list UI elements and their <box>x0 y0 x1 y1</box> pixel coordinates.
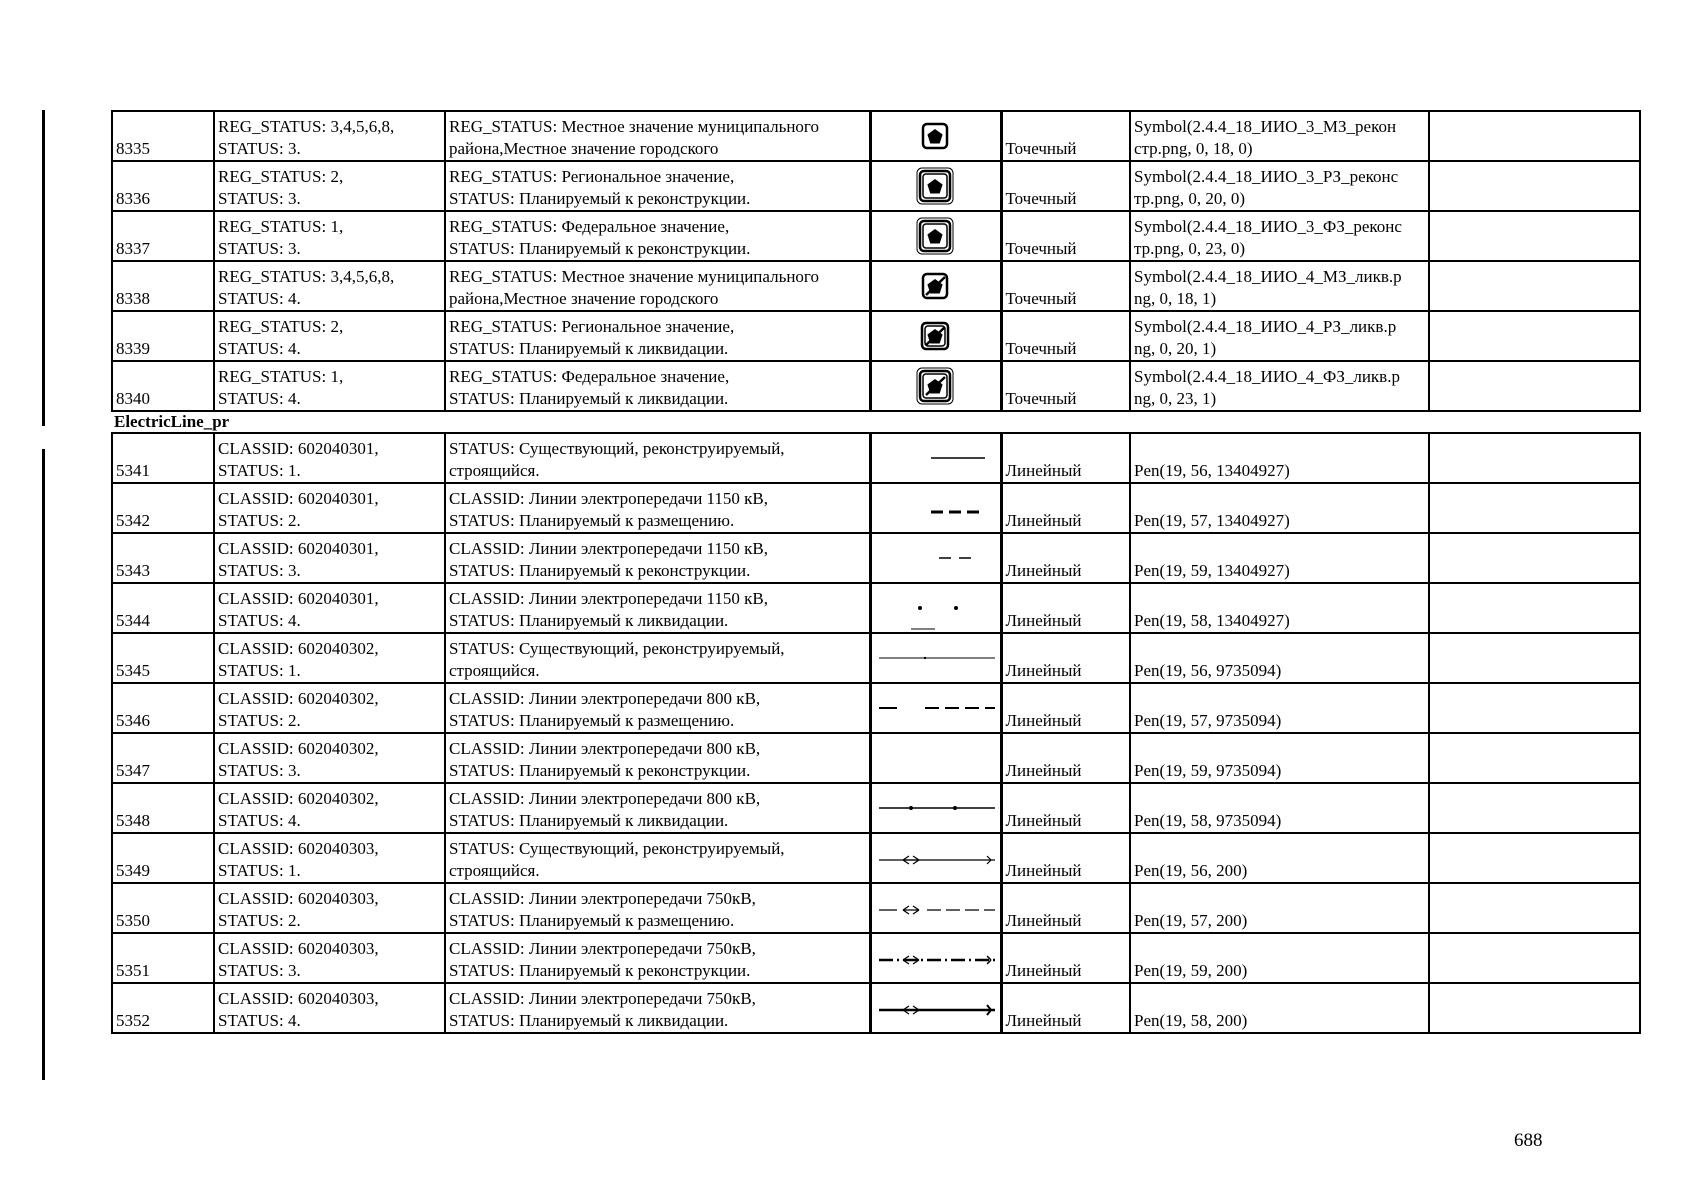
left-margin-bar <box>42 449 45 1080</box>
filter-cell-line: CLASSID: 602040302, <box>218 639 379 658</box>
row-id: 5344 <box>112 583 214 633</box>
filter-cell-line: STATUS: 2. <box>218 511 301 530</box>
description-cell-line: CLASSID: Линии электропередачи 800 кВ, <box>449 739 761 758</box>
style-cell-line: Symbol(2.4.4_18_ИИО_4_РЗ_ликв.p <box>1134 317 1397 336</box>
filter-cell-line: STATUS: 3. <box>218 189 301 208</box>
geometry-type: Линейный <box>1001 583 1130 633</box>
empty-cell <box>1429 533 1640 583</box>
style-cell-line: Symbol(2.4.4_18_ИИО_3_РЗ_реконс <box>1134 167 1399 186</box>
geometry-type: Линейный <box>1001 483 1130 533</box>
symbol-cell <box>870 483 1001 533</box>
geometry-type: Линейный <box>1001 683 1130 733</box>
row-id: 5348 <box>112 783 214 833</box>
style-cell-line: тр.png, 0, 23, 0) <box>1134 239 1246 258</box>
symbol-cell <box>870 261 1001 311</box>
pentagon-in-double-square-icon <box>873 164 998 208</box>
symbol-cell <box>870 783 1001 833</box>
table-row <box>112 261 1640 311</box>
style-cell <box>1130 883 1429 933</box>
description-cell <box>445 483 870 533</box>
filter-cell-line: REG_STATUS: 1, <box>218 217 344 236</box>
filter-cell-line: REG_STATUS: 2, <box>218 167 344 186</box>
description-cell-line: района,Местное значение городского <box>449 289 719 308</box>
filter-cell <box>214 311 445 361</box>
style-cell <box>1130 361 1429 411</box>
filter-cell-line: STATUS: 3. <box>218 239 301 258</box>
description-cell-line: REG_STATUS: Федеральное значение, <box>449 217 730 236</box>
empty-cell <box>1429 161 1640 211</box>
empty-cell <box>1429 433 1640 483</box>
filter-cell <box>214 533 445 583</box>
solid-line-short-icon <box>873 436 998 480</box>
geometry-type: Линейный <box>1001 883 1130 933</box>
geometry-type: Точечный <box>1001 161 1130 211</box>
geometry-type: Точечный <box>1001 311 1130 361</box>
filter-cell-line: CLASSID: 602040301, <box>218 589 379 608</box>
empty-cell <box>1429 933 1640 983</box>
description-cell <box>445 733 870 783</box>
bold-line-with-arrows-icon <box>873 986 998 1030</box>
symbol-cell <box>870 833 1001 883</box>
style-cell <box>1130 933 1429 983</box>
style-cell <box>1130 483 1429 533</box>
empty-cell <box>1429 733 1640 783</box>
description-cell <box>445 311 870 361</box>
description-cell-line: STATUS: Планируемый к ликвидации. <box>449 611 729 630</box>
description-cell <box>445 933 870 983</box>
style-cell <box>1130 433 1429 483</box>
style-cell-line: Pen(19, 58, 13404927) <box>1134 611 1290 630</box>
geometry-type: Линейный <box>1001 933 1130 983</box>
row-id: 5343 <box>112 533 214 583</box>
table-row <box>112 533 1640 583</box>
empty-cell <box>1429 783 1640 833</box>
symbol-cell <box>870 633 1001 683</box>
description-cell <box>445 261 870 311</box>
style-cell <box>1130 261 1429 311</box>
style-cell-line: Pen(19, 58, 9735094) <box>1134 811 1282 830</box>
filter-cell-line: STATUS: 3. <box>218 961 301 980</box>
dots-short-icon <box>873 586 998 630</box>
description-cell-line: STATUS: Существующий, реконструируемый, <box>449 439 785 458</box>
empty-cell <box>1429 833 1640 883</box>
filter-cell <box>214 983 445 1033</box>
description-cell-line: STATUS: Планируемый к реконструкции. <box>449 189 751 208</box>
description-cell <box>445 833 870 883</box>
filter-cell <box>214 111 445 161</box>
line-with-arrows-icon <box>873 836 998 880</box>
description-cell-line: CLASSID: Линии электропередачи 800 кВ, <box>449 689 761 708</box>
description-cell-line: STATUS: Планируемый к реконструкции. <box>449 961 751 980</box>
style-cell-line: ng, 0, 23, 1) <box>1134 389 1217 408</box>
row-id: 5345 <box>112 633 214 683</box>
table-row <box>112 211 1640 261</box>
description-cell-line: CLASSID: Линии электропередачи 800 кВ, <box>449 789 761 808</box>
filter-cell-line: CLASSID: 602040303, <box>218 839 379 858</box>
style-cell-line: Pen(19, 57, 9735094) <box>1134 711 1282 730</box>
style-cell-line: Pen(19, 57, 13404927) <box>1134 511 1290 530</box>
style-cell-line: Pen(19, 57, 200) <box>1134 911 1248 930</box>
filter-cell <box>214 633 445 683</box>
filter-cell-line: STATUS: 4. <box>218 289 301 308</box>
style-cell-line: Pen(19, 59, 9735094) <box>1134 761 1282 780</box>
symbol-cell <box>870 933 1001 983</box>
empty-cell <box>1429 311 1640 361</box>
style-cell-line: Symbol(2.4.4_18_ИИО_3_ФЗ_реконс <box>1134 217 1402 236</box>
style-cell <box>1130 733 1429 783</box>
thin-line-full-icon <box>873 636 998 680</box>
description-cell <box>445 983 870 1033</box>
description-cell-line: строящийся. <box>449 661 540 680</box>
table-row <box>112 311 1640 361</box>
description-cell-line: REG_STATUS: Региональное значение, <box>449 317 735 336</box>
filter-cell <box>214 261 445 311</box>
table-row <box>112 433 1640 483</box>
row-id: 5341 <box>112 433 214 483</box>
style-cell-line: Pen(19, 56, 9735094) <box>1134 661 1282 680</box>
style-cell-line: ng, 0, 20, 1) <box>1134 339 1217 358</box>
blank-icon <box>873 736 998 780</box>
symbol-cell <box>870 111 1001 161</box>
symbol-cell <box>870 733 1001 783</box>
filter-cell-line: STATUS: 2. <box>218 711 301 730</box>
row-id: 8335 <box>112 111 214 161</box>
pentagon-in-triple-square-icon <box>873 214 998 258</box>
description-cell-line: CLASSID: Линии электропередачи 1150 кВ, <box>449 489 769 508</box>
description-cell-line: STATUS: Планируемый к ликвидации. <box>449 389 729 408</box>
description-cell-line: REG_STATUS: Региональное значение, <box>449 167 735 186</box>
geometry-type: Линейный <box>1001 633 1130 683</box>
description-cell <box>445 583 870 633</box>
filter-cell-line: REG_STATUS: 1, <box>218 367 344 386</box>
description-cell-line: STATUS: Планируемый к реконструкции. <box>449 761 751 780</box>
description-cell-line: STATUS: Планируемый к реконструкции. <box>449 561 751 580</box>
table-row <box>112 983 1640 1033</box>
description-cell <box>445 111 870 161</box>
table-body-group-2 <box>112 433 1640 1033</box>
style-cell <box>1130 311 1429 361</box>
table-body-group-1 <box>112 111 1640 411</box>
section-header-row <box>112 411 1640 433</box>
geometry-type: Линейный <box>1001 533 1130 583</box>
crossed-pentagon-triple-icon <box>873 364 998 408</box>
filter-cell <box>214 483 445 533</box>
section-title: ElectricLine_pr <box>112 411 1640 433</box>
filter-cell <box>214 583 445 633</box>
table-row <box>112 633 1640 683</box>
filter-cell <box>214 883 445 933</box>
symbol-table <box>111 110 1641 1034</box>
geometry-type: Линейный <box>1001 783 1130 833</box>
description-cell <box>445 161 870 211</box>
filter-cell-line: STATUS: 4. <box>218 811 301 830</box>
description-cell <box>445 883 870 933</box>
row-id: 8337 <box>112 211 214 261</box>
table-row <box>112 683 1640 733</box>
style-cell-line: Symbol(2.4.4_18_ИИО_3_МЗ_рекон <box>1134 117 1397 136</box>
filter-cell <box>214 211 445 261</box>
description-cell-line: STATUS: Планируемый к ликвидации. <box>449 811 729 830</box>
filter-cell-line: CLASSID: 602040302, <box>218 689 379 708</box>
row-id: 8338 <box>112 261 214 311</box>
empty-cell <box>1429 361 1640 411</box>
geometry-type: Точечный <box>1001 211 1130 261</box>
empty-cell <box>1429 583 1640 633</box>
filter-cell-line: CLASSID: 602040301, <box>218 489 379 508</box>
description-cell-line: CLASSID: Линии электропередачи 1150 кВ, <box>449 539 769 558</box>
table-row <box>112 733 1640 783</box>
empty-cell <box>1429 483 1640 533</box>
empty-cell <box>1429 111 1640 161</box>
filter-cell-line: STATUS: 3. <box>218 761 301 780</box>
filter-cell <box>214 833 445 883</box>
filter-cell-line: REG_STATUS: 2, <box>218 317 344 336</box>
style-cell-line: Pen(19, 59, 13404927) <box>1134 561 1290 580</box>
symbol-cell <box>870 583 1001 633</box>
description-cell <box>445 361 870 411</box>
dashed-with-arrows-icon <box>873 886 998 930</box>
empty-cell <box>1429 261 1640 311</box>
style-cell <box>1130 533 1429 583</box>
description-cell-line: CLASSID: Линии электропередачи 750кВ, <box>449 889 756 908</box>
empty-cell <box>1429 633 1640 683</box>
row-id: 5347 <box>112 733 214 783</box>
filter-cell-line: REG_STATUS: 3,4,5,6,8, <box>218 117 395 136</box>
symbol-cell <box>870 211 1001 261</box>
geometry-type: Точечный <box>1001 261 1130 311</box>
filter-cell <box>214 783 445 833</box>
geometry-type: Линейный <box>1001 733 1130 783</box>
description-cell-line: строящийся. <box>449 461 540 480</box>
style-cell <box>1130 833 1429 883</box>
description-cell-line: STATUS: Планируемый к ликвидации. <box>449 339 729 358</box>
table-row <box>112 361 1640 411</box>
empty-cell <box>1429 983 1640 1033</box>
description-cell-line: STATUS: Планируемый к размещению. <box>449 711 735 730</box>
filter-cell-line: CLASSID: 602040301, <box>218 539 379 558</box>
symbol-cell <box>870 311 1001 361</box>
row-id: 5342 <box>112 483 214 533</box>
filter-cell-line: STATUS: 4. <box>218 611 301 630</box>
table-row <box>112 161 1640 211</box>
description-cell <box>445 533 870 583</box>
style-cell <box>1130 111 1429 161</box>
style-cell <box>1130 633 1429 683</box>
table-row <box>112 933 1640 983</box>
description-cell-line: STATUS: Планируемый к реконструкции. <box>449 239 751 258</box>
filter-cell <box>214 683 445 733</box>
crossed-pentagon-small-icon <box>873 264 998 308</box>
empty-cell <box>1429 211 1640 261</box>
style-cell <box>1130 683 1429 733</box>
geometry-type: Линейный <box>1001 433 1130 483</box>
filter-cell <box>214 933 445 983</box>
symbol-cell <box>870 683 1001 733</box>
geometry-type: Точечный <box>1001 361 1130 411</box>
row-id: 5349 <box>112 833 214 883</box>
filter-cell-line: STATUS: 1. <box>218 461 301 480</box>
filter-cell <box>214 161 445 211</box>
crossed-pentagon-double-icon <box>873 314 998 358</box>
table-row <box>112 583 1640 633</box>
style-cell <box>1130 583 1429 633</box>
filter-cell-line: CLASSID: 602040303, <box>218 989 379 1008</box>
table-row <box>112 833 1640 883</box>
style-cell-line: Symbol(2.4.4_18_ИИО_4_МЗ_ликв.p <box>1134 267 1402 286</box>
filter-cell <box>214 733 445 783</box>
symbol-cell <box>870 361 1001 411</box>
empty-cell <box>1429 883 1640 933</box>
geometry-type: Линейный <box>1001 833 1130 883</box>
row-id: 8339 <box>112 311 214 361</box>
table-row <box>112 111 1640 161</box>
dashed-line-full-icon <box>873 686 998 730</box>
description-cell-line: CLASSID: Линии электропередачи 1150 кВ, <box>449 589 769 608</box>
dash-pair-short-icon <box>873 536 998 580</box>
filter-cell-line: STATUS: 4. <box>218 339 301 358</box>
filter-cell-line: STATUS: 3. <box>218 139 301 158</box>
symbol-cell <box>870 161 1001 211</box>
style-cell <box>1130 161 1429 211</box>
row-id: 5351 <box>112 933 214 983</box>
filter-cell-line: CLASSID: 602040302, <box>218 739 379 758</box>
empty-cell <box>1429 683 1640 733</box>
style-cell <box>1130 211 1429 261</box>
filter-cell-line: CLASSID: 602040301, <box>218 439 379 458</box>
description-cell-line: STATUS: Существующий, реконструируемый, <box>449 839 785 858</box>
symbol-cell <box>870 883 1001 933</box>
style-cell <box>1130 983 1429 1033</box>
style-cell-line: Pen(19, 58, 200) <box>1134 1011 1248 1030</box>
pentagon-in-square-small-icon <box>873 114 998 158</box>
description-cell <box>445 633 870 683</box>
style-cell <box>1130 783 1429 833</box>
filter-cell <box>214 361 445 411</box>
row-id: 8340 <box>112 361 214 411</box>
filter-cell-line: STATUS: 3. <box>218 561 301 580</box>
description-cell-line: STATUS: Планируемый к ликвидации. <box>449 1011 729 1030</box>
description-cell-line: REG_STATUS: Федеральное значение, <box>449 367 730 386</box>
filter-cell-line: CLASSID: 602040303, <box>218 889 379 908</box>
style-cell-line: Pen(19, 56, 13404927) <box>1134 461 1290 480</box>
style-cell-line: Pen(19, 59, 200) <box>1134 961 1248 980</box>
geometry-type: Линейный <box>1001 983 1130 1033</box>
description-cell <box>445 211 870 261</box>
row-id: 8336 <box>112 161 214 211</box>
description-cell <box>445 683 870 733</box>
filter-cell-line: STATUS: 4. <box>218 1011 301 1030</box>
style-cell-line: стр.png, 0, 18, 0) <box>1134 139 1253 158</box>
style-cell-line: тр.png, 0, 20, 0) <box>1134 189 1246 208</box>
style-cell-line: ng, 0, 18, 1) <box>1134 289 1217 308</box>
description-cell-line: CLASSID: Линии электропередачи 750кВ, <box>449 939 756 958</box>
row-id: 5350 <box>112 883 214 933</box>
geometry-type: Точечный <box>1001 111 1130 161</box>
filter-cell-line: STATUS: 1. <box>218 861 301 880</box>
table-row <box>112 783 1640 833</box>
description-cell-line: CLASSID: Линии электропередачи 750кВ, <box>449 989 756 1008</box>
description-cell-line: STATUS: Планируемый к размещению. <box>449 511 735 530</box>
filter-cell-line: CLASSID: 602040303, <box>218 939 379 958</box>
row-id: 5352 <box>112 983 214 1033</box>
description-cell-line: района,Местное значение городского <box>449 139 719 158</box>
symbol-cell <box>870 983 1001 1033</box>
dashed-line-short-icon <box>873 486 998 530</box>
description-cell <box>445 783 870 833</box>
description-cell <box>445 433 870 483</box>
filter-cell-line: CLASSID: 602040302, <box>218 789 379 808</box>
description-cell-line: REG_STATUS: Местное значение муниципального <box>449 267 819 286</box>
table-row <box>112 883 1640 933</box>
page-number: 688 <box>1514 1130 1543 1151</box>
dashdot-with-arrows-icon <box>873 936 998 980</box>
left-margin-bar <box>42 110 45 426</box>
filter-cell-line: STATUS: 1. <box>218 661 301 680</box>
filter-cell-line: STATUS: 2. <box>218 911 301 930</box>
line-with-dots-icon <box>873 786 998 830</box>
symbol-cell <box>870 433 1001 483</box>
row-id: 5346 <box>112 683 214 733</box>
description-cell-line: строящийся. <box>449 861 540 880</box>
style-cell-line: Symbol(2.4.4_18_ИИО_4_ФЗ_ликв.p <box>1134 367 1400 386</box>
symbol-cell <box>870 533 1001 583</box>
style-cell-line: Pen(19, 56, 200) <box>1134 861 1248 880</box>
description-cell-line: REG_STATUS: Местное значение муниципального <box>449 117 819 136</box>
table-row <box>112 483 1640 533</box>
filter-cell-line: REG_STATUS: 3,4,5,6,8, <box>218 267 395 286</box>
description-cell-line: STATUS: Существующий, реконструируемый, <box>449 639 785 658</box>
description-cell-line: STATUS: Планируемый к размещению. <box>449 911 735 930</box>
filter-cell-line: STATUS: 4. <box>218 389 301 408</box>
table-section <box>112 411 1640 433</box>
filter-cell <box>214 433 445 483</box>
